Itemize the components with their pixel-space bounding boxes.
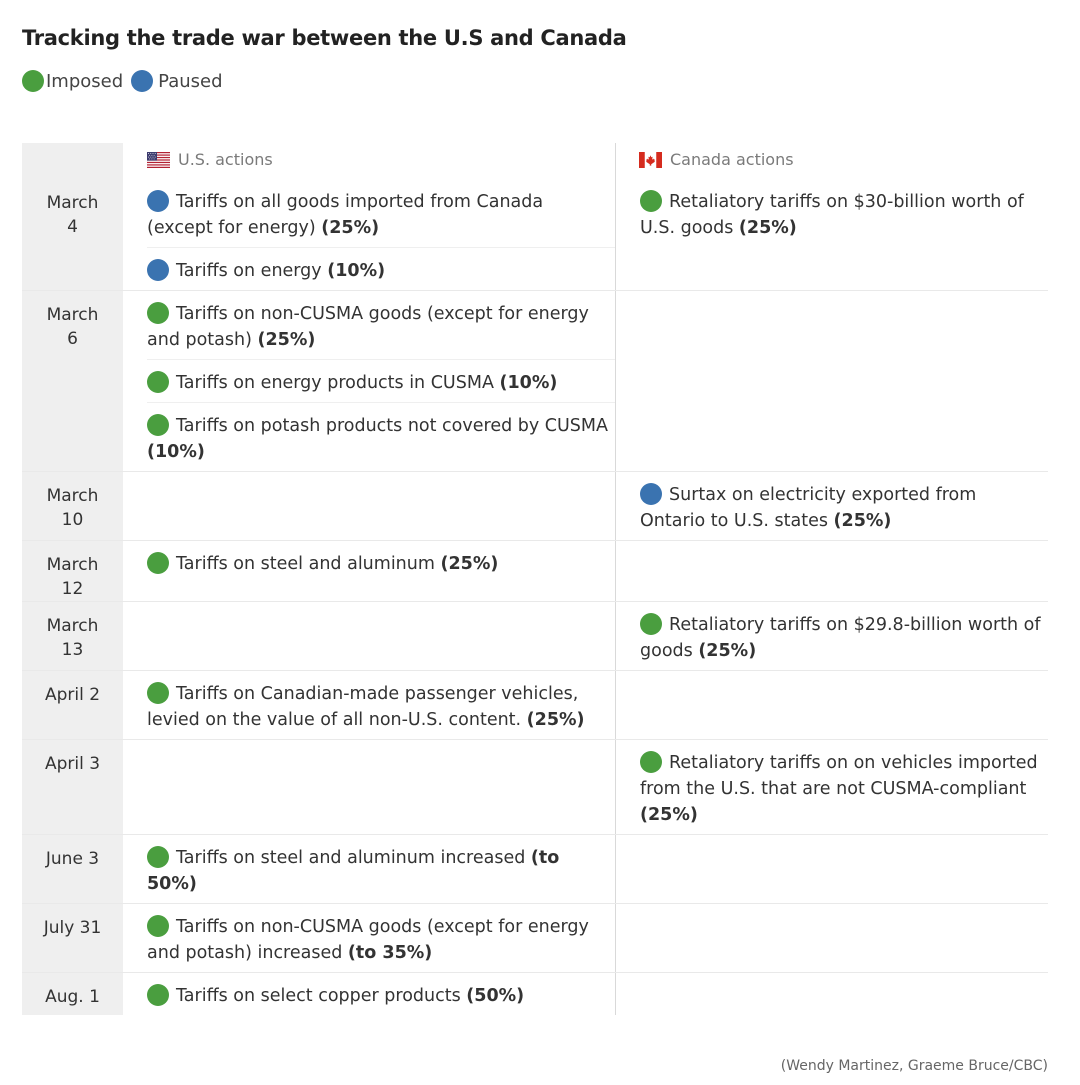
row-date-line: Aug. 1 [45, 987, 100, 1007]
us-flag-icon [147, 152, 170, 168]
action-rate: (10%) [499, 373, 558, 393]
table-row [22, 541, 1048, 602]
table-body [22, 179, 1048, 1015]
action-text: Tariffs on potash products not covered by CUSMA [176, 416, 608, 436]
action-text: Tariffs on all goods imported from Canada (except for energy) [147, 192, 544, 238]
row-date-line: March [46, 486, 99, 506]
table-row [22, 904, 1048, 973]
row-date-line: June 3 [45, 849, 100, 869]
row-date-line: March [46, 305, 99, 325]
imposed-dot-icon [640, 751, 662, 773]
action-entry [640, 602, 1048, 670]
canada-actions-cell [616, 835, 1048, 903]
row-date-line: 12 [61, 579, 84, 599]
action-rate: (25%) [833, 511, 892, 531]
canada-actions-cell [616, 904, 1048, 972]
imposed-dot-icon [147, 682, 169, 704]
us-actions-cell [123, 179, 616, 290]
table-row [22, 740, 1048, 835]
chart-title: Tracking the trade war between the U.S and Canada [22, 26, 627, 50]
action-text: Surtax on electricity exported from Ontario to U.S. states [640, 485, 977, 531]
action-rate: (25%) [257, 330, 316, 350]
row-date-line: 13 [61, 640, 84, 660]
action-entry [147, 541, 615, 583]
table-row [22, 472, 1048, 541]
date-column-header [22, 143, 123, 179]
action-rate: (25%) [698, 641, 757, 661]
imposed-dot-icon [147, 302, 169, 324]
us-actions-cell [123, 472, 616, 540]
action-entry [147, 179, 615, 247]
paused-dot-icon [147, 259, 169, 281]
legend-item-paused [131, 70, 222, 92]
imposed-dot-icon [147, 414, 169, 436]
imposed-dot-icon [147, 915, 169, 937]
canada-actions-cell [616, 740, 1048, 834]
row-date [22, 740, 123, 834]
us-actions-cell [123, 835, 616, 903]
imposed-dot-icon [147, 846, 169, 868]
us-column-label: U.S. actions [178, 150, 273, 169]
canada-column-label: Canada actions [670, 150, 794, 169]
action-entry [147, 973, 615, 1015]
row-date [22, 973, 123, 1015]
us-column-header [147, 150, 273, 169]
us-actions-cell [123, 904, 616, 972]
action-rate: (10%) [327, 261, 386, 281]
action-rate: (10%) [147, 442, 205, 462]
legend-label-paused: Paused [158, 70, 223, 92]
row-date [22, 179, 123, 290]
action-entry [147, 291, 615, 359]
legend [22, 68, 223, 94]
imposed-dot-icon [147, 984, 169, 1006]
us-actions-cell [123, 973, 616, 1015]
row-date-line: March [46, 616, 99, 636]
action-entry [147, 359, 615, 402]
row-date [22, 602, 123, 670]
us-actions-cell [123, 541, 616, 601]
row-date-line: March [46, 555, 99, 575]
action-text: Tariffs on steel and aluminum [176, 554, 441, 574]
row-date-line: March [46, 193, 99, 213]
row-date-line: April 2 [44, 685, 101, 705]
table-row [22, 602, 1048, 671]
imposed-dot-icon [640, 613, 662, 635]
canada-flag-icon [639, 152, 662, 168]
imposed-dot-icon [147, 371, 169, 393]
action-rate: (to 50%) [147, 848, 560, 894]
canada-actions-cell [616, 973, 1048, 1015]
row-date-line: 6 [67, 329, 78, 349]
action-entry [147, 402, 615, 471]
row-date [22, 541, 123, 601]
canada-actions-cell [616, 541, 1048, 601]
us-actions-cell [123, 602, 616, 670]
action-entry [147, 904, 615, 972]
row-date [22, 835, 123, 903]
row-date [22, 904, 123, 972]
table-row [22, 835, 1048, 904]
column-divider [615, 143, 616, 179]
table-row [22, 973, 1048, 1015]
action-text: Tariffs on energy products in CUSMA [176, 373, 500, 393]
action-rate: (50%) [466, 986, 525, 1006]
row-date [22, 291, 123, 471]
action-text: Retaliatory tariffs on $30-billion worth of U.S. goods [640, 192, 1024, 238]
us-actions-cell [123, 671, 616, 739]
legend-label-imposed: Imposed [46, 70, 124, 92]
table-header [22, 143, 1048, 179]
action-text: Tariffs on Canadian-made passenger vehicles, levied on the value of all non-U.S. content. [147, 684, 579, 730]
canada-actions-cell [616, 671, 1048, 739]
action-entry [640, 472, 1048, 540]
action-rate: (25%) [640, 805, 698, 825]
row-date [22, 472, 123, 540]
canada-actions-cell [616, 602, 1048, 670]
action-text: Tariffs on non-CUSMA goods (except for energy and potash) increased [147, 917, 589, 963]
action-text: Tariffs on select copper products [176, 986, 467, 1006]
action-rate: (25%) [440, 554, 499, 574]
action-entry [147, 671, 615, 739]
imposed-dot-icon [22, 70, 44, 92]
source-credit: (Wendy Martinez, Graeme Bruce/CBC) [780, 1058, 1048, 1074]
row-date-line: 10 [61, 510, 84, 530]
action-text: Tariffs on energy [176, 261, 328, 281]
paused-dot-icon [147, 190, 169, 212]
us-actions-cell [123, 740, 616, 834]
action-rate: (25%) [738, 218, 797, 238]
row-date-line: July 31 [43, 918, 102, 938]
table-row [22, 671, 1048, 740]
action-entry [640, 740, 1048, 834]
row-date-line: 4 [67, 217, 78, 237]
canada-actions-cell [616, 472, 1048, 540]
action-text: Tariffs on steel and aluminum increased [176, 848, 531, 868]
imposed-dot-icon [147, 552, 169, 574]
canada-actions-cell [616, 179, 1048, 290]
imposed-dot-icon [640, 190, 662, 212]
action-rate: (25%) [321, 218, 380, 238]
paused-dot-icon [640, 483, 662, 505]
action-entry [147, 835, 615, 903]
paused-dot-icon [131, 70, 153, 92]
action-text: Retaliatory tariffs on on vehicles imported from the U.S. that are not CUSMA-compliant [640, 753, 1038, 799]
action-text: Retaliatory tariffs on $29.8-billion worth of goods [640, 615, 1041, 661]
table-row [22, 291, 1048, 472]
action-text: Tariffs on non-CUSMA goods (except for energy and potash) [147, 304, 589, 350]
row-date-line: April 3 [44, 754, 101, 774]
row-date [22, 671, 123, 739]
action-rate: (25%) [526, 710, 585, 730]
table-row [22, 179, 1048, 291]
action-entry [147, 247, 615, 290]
canada-actions-cell [616, 291, 1048, 471]
legend-item-imposed [22, 70, 123, 92]
action-rate: (to 35%) [347, 943, 433, 963]
canada-column-header [639, 150, 794, 169]
us-actions-cell [123, 291, 616, 471]
action-entry [640, 179, 1048, 247]
trade-war-table [22, 143, 1048, 1015]
